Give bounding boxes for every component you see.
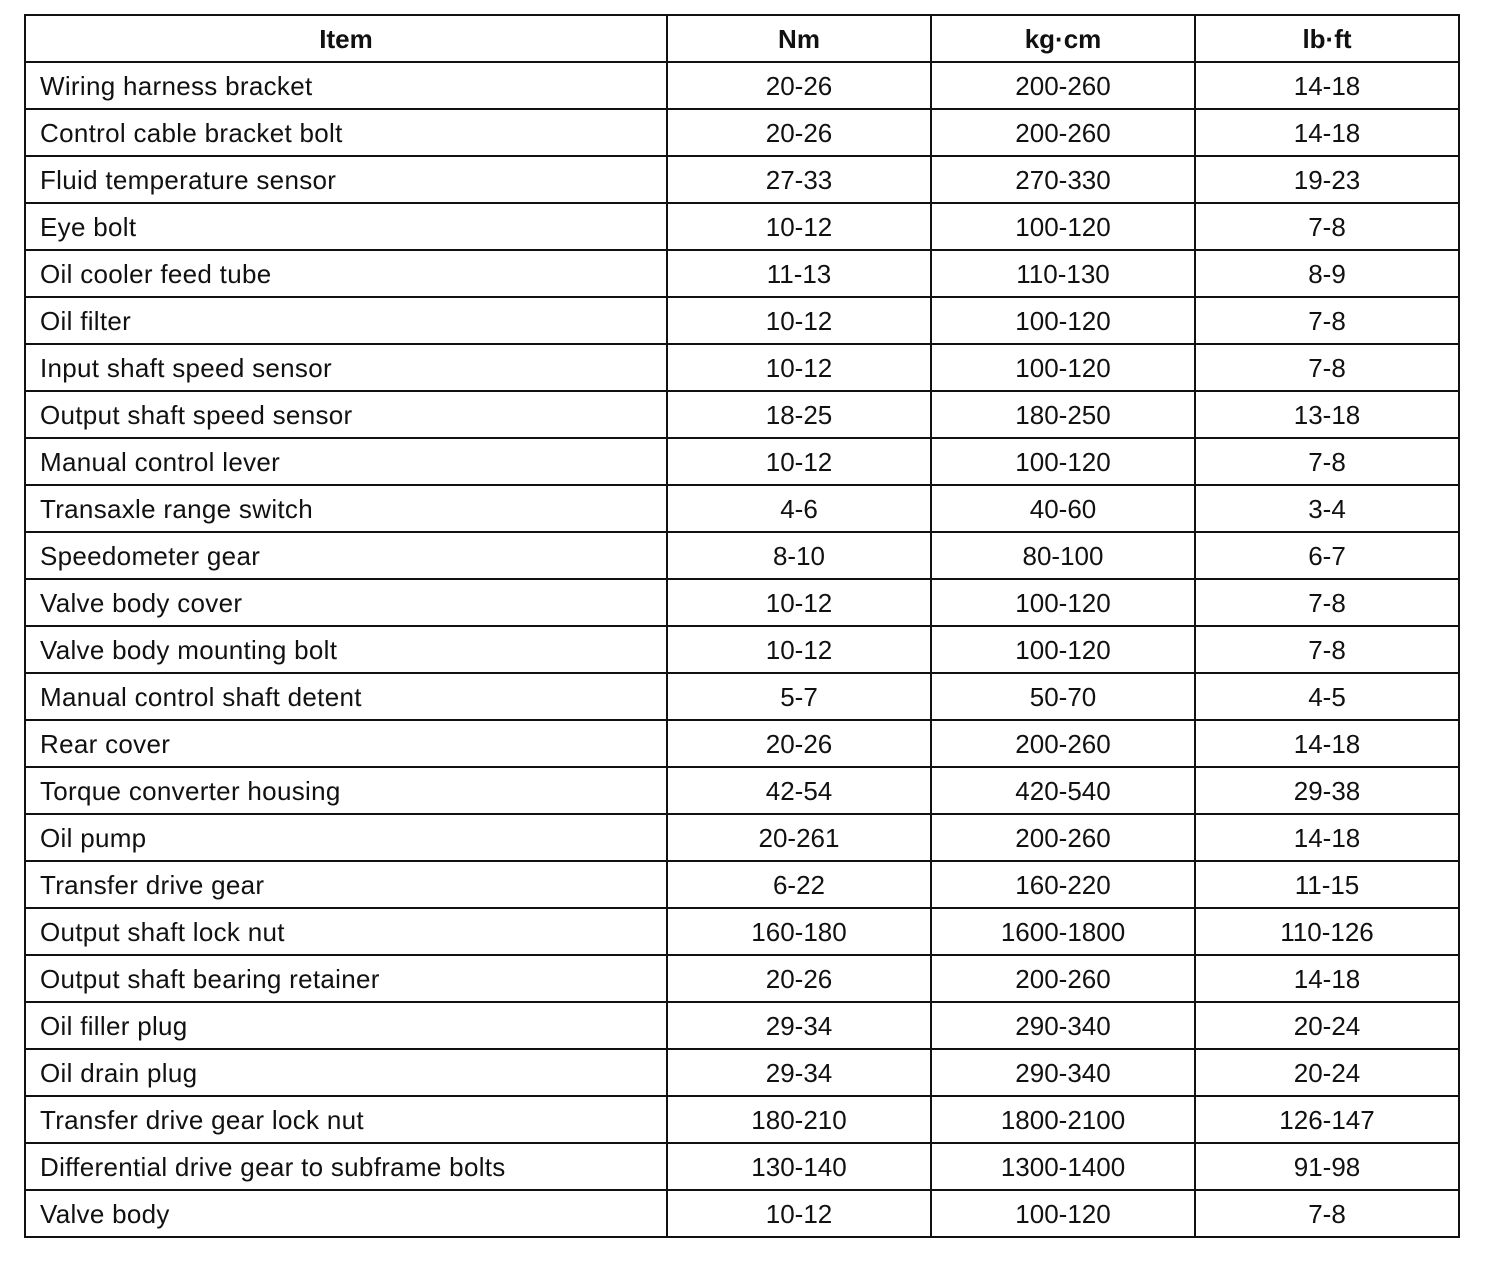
cell-nm: 20-26 xyxy=(667,109,931,156)
table-row xyxy=(25,955,1459,1002)
cell-lbft: 4-5 xyxy=(1195,673,1459,720)
cell-nm: 5-7 xyxy=(667,673,931,720)
header-item: Item xyxy=(25,15,667,62)
cell-lbft: 7-8 xyxy=(1195,1190,1459,1237)
cell-item: Input shaft speed sensor xyxy=(25,344,667,391)
cell-kgcm: 270-330 xyxy=(931,156,1195,203)
table-row xyxy=(25,297,1459,344)
cell-item: Valve body mounting bolt xyxy=(25,626,667,673)
table-row xyxy=(25,908,1459,955)
table-row xyxy=(25,485,1459,532)
cell-item: Differential drive gear to subframe bolts xyxy=(25,1143,667,1190)
table-row xyxy=(25,1096,1459,1143)
header-row xyxy=(25,15,1459,62)
cell-lbft: 8-9 xyxy=(1195,250,1459,297)
cell-item: Eye bolt xyxy=(25,203,667,250)
table-row xyxy=(25,720,1459,767)
cell-lbft: 29-38 xyxy=(1195,767,1459,814)
cell-nm: 8-10 xyxy=(667,532,931,579)
cell-nm: 11-13 xyxy=(667,250,931,297)
cell-lbft: 3-4 xyxy=(1195,485,1459,532)
cell-lbft: 14-18 xyxy=(1195,955,1459,1002)
cell-item: Output shaft bearing retainer xyxy=(25,955,667,1002)
cell-lbft: 14-18 xyxy=(1195,814,1459,861)
cell-kgcm: 110-130 xyxy=(931,250,1195,297)
cell-kgcm: 200-260 xyxy=(931,109,1195,156)
cell-lbft: 20-24 xyxy=(1195,1049,1459,1096)
cell-kgcm: 100-120 xyxy=(931,438,1195,485)
cell-lbft: 19-23 xyxy=(1195,156,1459,203)
cell-item: Output shaft speed sensor xyxy=(25,391,667,438)
cell-lbft: 7-8 xyxy=(1195,579,1459,626)
cell-kgcm: 40-60 xyxy=(931,485,1195,532)
torque-spec-table xyxy=(24,14,1460,1238)
cell-nm: 29-34 xyxy=(667,1049,931,1096)
cell-kgcm: 1300-1400 xyxy=(931,1143,1195,1190)
cell-item: Valve body xyxy=(25,1190,667,1237)
cell-lbft: 7-8 xyxy=(1195,626,1459,673)
cell-lbft: 14-18 xyxy=(1195,720,1459,767)
cell-nm: 20-26 xyxy=(667,720,931,767)
cell-kgcm: 200-260 xyxy=(931,62,1195,109)
table-row xyxy=(25,1049,1459,1096)
cell-item: Valve body cover xyxy=(25,579,667,626)
cell-kgcm: 100-120 xyxy=(931,297,1195,344)
table-row xyxy=(25,1143,1459,1190)
cell-item: Oil pump xyxy=(25,814,667,861)
cell-nm: 10-12 xyxy=(667,203,931,250)
table-row xyxy=(25,1002,1459,1049)
table-row xyxy=(25,250,1459,297)
cell-lbft: 7-8 xyxy=(1195,438,1459,485)
cell-lbft: 110-126 xyxy=(1195,908,1459,955)
cell-lbft: 6-7 xyxy=(1195,532,1459,579)
cell-item: Fluid temperature sensor xyxy=(25,156,667,203)
cell-kgcm: 290-340 xyxy=(931,1049,1195,1096)
cell-kgcm: 50-70 xyxy=(931,673,1195,720)
cell-kgcm: 200-260 xyxy=(931,814,1195,861)
cell-item: Oil filter xyxy=(25,297,667,344)
cell-nm: 10-12 xyxy=(667,579,931,626)
cell-item: Oil filler plug xyxy=(25,1002,667,1049)
cell-lbft: 11-15 xyxy=(1195,861,1459,908)
cell-nm: 10-12 xyxy=(667,1190,931,1237)
cell-nm: 130-140 xyxy=(667,1143,931,1190)
cell-nm: 18-25 xyxy=(667,391,931,438)
cell-lbft: 126-147 xyxy=(1195,1096,1459,1143)
cell-item: Oil drain plug xyxy=(25,1049,667,1096)
table-row xyxy=(25,626,1459,673)
cell-nm: 160-180 xyxy=(667,908,931,955)
cell-kgcm: 420-540 xyxy=(931,767,1195,814)
cell-kgcm: 100-120 xyxy=(931,626,1195,673)
cell-kgcm: 100-120 xyxy=(931,344,1195,391)
cell-nm: 29-34 xyxy=(667,1002,931,1049)
table-row xyxy=(25,814,1459,861)
cell-lbft: 91-98 xyxy=(1195,1143,1459,1190)
cell-nm: 20-261 xyxy=(667,814,931,861)
table-row xyxy=(25,861,1459,908)
cell-lbft: 13-18 xyxy=(1195,391,1459,438)
cell-lbft: 20-24 xyxy=(1195,1002,1459,1049)
cell-lbft: 14-18 xyxy=(1195,62,1459,109)
cell-item: Transaxle range switch xyxy=(25,485,667,532)
cell-item: Torque converter housing xyxy=(25,767,667,814)
table-row xyxy=(25,156,1459,203)
cell-kgcm: 80-100 xyxy=(931,532,1195,579)
cell-kgcm: 290-340 xyxy=(931,1002,1195,1049)
cell-nm: 20-26 xyxy=(667,62,931,109)
cell-nm: 27-33 xyxy=(667,156,931,203)
cell-lbft: 7-8 xyxy=(1195,344,1459,391)
table-row xyxy=(25,673,1459,720)
table-row xyxy=(25,579,1459,626)
table-body xyxy=(25,62,1459,1237)
cell-nm: 10-12 xyxy=(667,344,931,391)
table-row xyxy=(25,1190,1459,1237)
cell-kgcm: 180-250 xyxy=(931,391,1195,438)
table-row xyxy=(25,62,1459,109)
cell-nm: 10-12 xyxy=(667,626,931,673)
table-row xyxy=(25,203,1459,250)
cell-lbft: 7-8 xyxy=(1195,297,1459,344)
cell-item: Control cable bracket bolt xyxy=(25,109,667,156)
table-row xyxy=(25,391,1459,438)
cell-kgcm: 160-220 xyxy=(931,861,1195,908)
cell-nm: 6-22 xyxy=(667,861,931,908)
header-kgcm: kg·cm xyxy=(931,15,1195,62)
cell-nm: 10-12 xyxy=(667,438,931,485)
cell-kgcm: 1600-1800 xyxy=(931,908,1195,955)
cell-lbft: 14-18 xyxy=(1195,109,1459,156)
cell-lbft: 7-8 xyxy=(1195,203,1459,250)
table-row xyxy=(25,344,1459,391)
cell-item: Speedometer gear xyxy=(25,532,667,579)
cell-kgcm: 200-260 xyxy=(931,955,1195,1002)
header-nm: Nm xyxy=(667,15,931,62)
cell-nm: 180-210 xyxy=(667,1096,931,1143)
cell-kgcm: 100-120 xyxy=(931,1190,1195,1237)
cell-nm: 10-12 xyxy=(667,297,931,344)
table-row xyxy=(25,767,1459,814)
cell-item: Manual control shaft detent xyxy=(25,673,667,720)
cell-item: Wiring harness bracket xyxy=(25,62,667,109)
cell-kgcm: 100-120 xyxy=(931,579,1195,626)
cell-item: Manual control lever xyxy=(25,438,667,485)
header-lbft: lb·ft xyxy=(1195,15,1459,62)
cell-kgcm: 1800-2100 xyxy=(931,1096,1195,1143)
cell-nm: 4-6 xyxy=(667,485,931,532)
table-row xyxy=(25,532,1459,579)
cell-kgcm: 200-260 xyxy=(931,720,1195,767)
cell-item: Oil cooler feed tube xyxy=(25,250,667,297)
cell-item: Rear cover xyxy=(25,720,667,767)
table-row xyxy=(25,438,1459,485)
cell-item: Transfer drive gear xyxy=(25,861,667,908)
table-row xyxy=(25,109,1459,156)
cell-item: Output shaft lock nut xyxy=(25,908,667,955)
cell-item: Transfer drive gear lock nut xyxy=(25,1096,667,1143)
cell-nm: 42-54 xyxy=(667,767,931,814)
cell-nm: 20-26 xyxy=(667,955,931,1002)
cell-kgcm: 100-120 xyxy=(931,203,1195,250)
